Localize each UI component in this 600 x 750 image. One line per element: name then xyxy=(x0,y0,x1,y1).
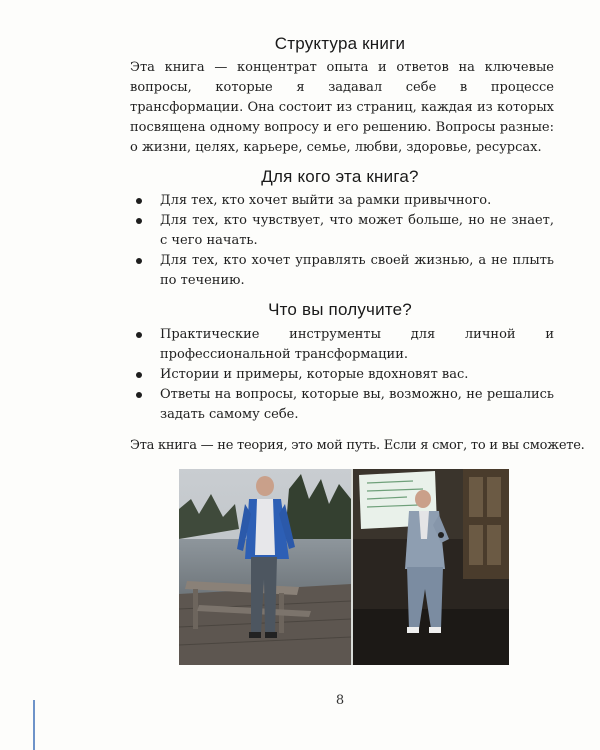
list-item: Истории и примеры, которые вдохновят вас. xyxy=(130,365,554,385)
audience-list xyxy=(130,191,554,291)
list-item: Для тех, кто чувствует, что может больше, но не знает, с чего начать. xyxy=(130,211,554,251)
section-title-structure: Структура книги xyxy=(274,34,406,53)
list-item: Для тех, кто хочет выйти за рамки привычного. xyxy=(130,191,554,211)
section-title-benefits: Что вы получите? xyxy=(268,300,412,319)
list-item: Для тех, кто хочет управлять своей жизнью, а не плыть по течению. xyxy=(130,251,554,291)
list-item: Практические инструменты для личной и профессиональной трансформации. xyxy=(130,325,554,365)
photo-man-at-lake-icon xyxy=(179,469,351,665)
page-edge-accent xyxy=(33,700,35,750)
section-title-audience: Для кого эта книга? xyxy=(261,167,419,186)
structure-paragraph: Эта книга — концентрат опыта и ответов на ключевые вопросы, которые я задавал себе в процессе трансформации. Она состоит из страниц, каждая из которых посвящена одному вопросу и его решению. Вопросы разные: о жизни, целях, карьере, семье, любви, здоровье, ресурсах. xyxy=(130,60,554,155)
benefits-list xyxy=(130,325,554,425)
closing-statement: Эта книга — не теория, это мой путь. Если я смог, то и вы сможете. xyxy=(130,438,585,453)
page-number: 8 xyxy=(335,693,345,708)
photo-speaker-presentation-icon xyxy=(353,469,509,665)
photo-collage xyxy=(179,469,509,665)
list-item: Ответы на вопросы, которые вы, возможно, не решались задать самому себе. xyxy=(130,385,554,425)
